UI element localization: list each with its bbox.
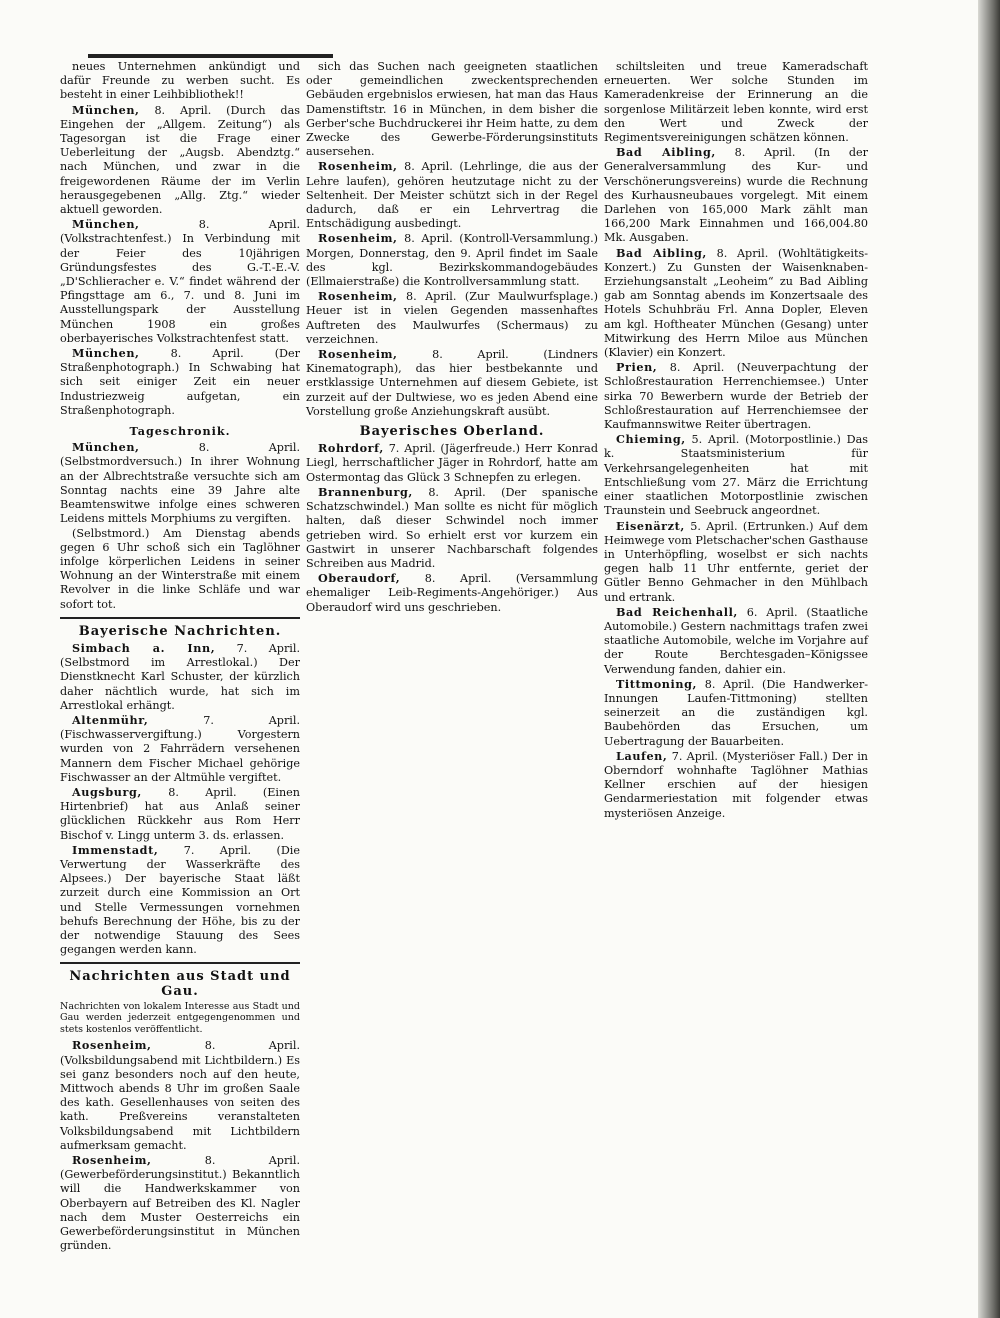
- dateline-place: Prien,: [616, 360, 658, 375]
- top-rule: [88, 54, 333, 58]
- news-item-text: 7. April. (Mysteriöser Fall.) Der in Oberndorf wohnhafte Taglöhner Mathias Kellner erschien auf der hiesigen Gendarmeriestation mit folgender etwas mysteriösen Anzeige.: [604, 749, 868, 820]
- dateline-place: Eisenärzt,: [616, 518, 685, 533]
- section-heading: Bayerische Nachrichten.: [78, 623, 282, 639]
- news-item: [306, 485, 598, 571]
- news-item-text: 8. April. (Durch das Eingehen der „Allgem. Zeitung“) als Tagesorgan ist die Frage einer Ueberleitung der „Augsb. Abendztg.“ nach München, und zwar in die freigewordenen Räume der im Verlin herausgegebenen „Allg. Ztg.“ wieder aktuell geworden.: [60, 103, 300, 217]
- paragraph: sich das Suchen nach geeigneten staatlichen oder gemeindlichen zweckentsprechenden Gebäuden ergebnislos erwiesen, hat man das Haus Damenstiftstr. 16 in München, in dem bisher die Gerber'sche Buchdruckerei ihr Heim hatte, zu dem Zwecke des Gewerbe-Förderungsinstituts ausersehen.: [306, 60, 598, 159]
- news-item-text: 8. April. (Neuverpachtung der Schloßrestauration Herrenchiemsee.) Unter sirka 70 Bewerbern wurde der Betrieb der Schloßrestauration auf Herrenchiemsee der Kaufmannswitwe Reiter übertragen.: [604, 361, 868, 432]
- paragraph: neues Unternehmen ankündigt und dafür Freunde zu werben sucht. Es besteht in einer Leihbibliothek!!: [60, 60, 300, 102]
- news-item: [306, 347, 598, 419]
- dateline-place: Tittmoning,: [616, 676, 698, 691]
- news-item-text: 5. April. (Ertrunken.) Auf dem Heimwege vom Pletschacher'schen Gasthause in Unterhöpfling, woselbst er sich nachts gegen halb 11 Uhr entfernte, geriet der Gütler Benno Gehmacher in den Mühlbach und ertrank.: [604, 519, 868, 604]
- news-item: [604, 605, 868, 677]
- news-item-text: 8. April. (Gewerbeförderungsinstitut.) Bekanntlich will die Handwerkskammer von Oberbayern auf Betreiben des Kl. Nagler nach dem Muster Oesterreichs ein Gewerbeförderungsinstitut in München gründen.: [60, 1153, 301, 1253]
- news-item: [60, 103, 300, 218]
- news-item-text: 8. April. (Einen Hirtenbrief) hat aus Anlaß seiner glücklichen Rückkehr aus Rom Herr Bischof v. Lingg unterm 3. ds. erlassen.: [60, 785, 300, 842]
- dateline-place: Bad Aibling,: [616, 145, 716, 160]
- dateline-place: Rosenheim,: [318, 159, 398, 174]
- paragraph: (Selbstmord.) Am Dienstag abends gegen 6 Uhr schoß sich ein Taglöhner infolge körperlichen Leidens in seiner Wohnung an der Winterstraße mit einem Revolver in die linke Schläfe und war sofort tot.: [60, 526, 300, 611]
- dateline-place: München,: [72, 217, 140, 232]
- news-item-text: 8. April. (Selbstmordversuch.) In ihrer Wohnung an der Albrechtstraße versuchte sich am Sonntag nachts eine 39 Jahre alte Beamtenswitwe infolge eines schweren Leidens mittels Morphiums zu vergiften.: [60, 441, 301, 526]
- news-item: [604, 360, 868, 432]
- news-item: [306, 441, 598, 485]
- news-item: [306, 571, 598, 615]
- news-item-text: 8. April. (Versammlung ehemaliger Leib-Regiments-Angehöriger.) Aus Oberaudorf wird uns geschrieben.: [306, 572, 599, 614]
- news-item-text: 8. April. (Lehrlinge, die aus der Lehre laufen), gehören heutzutage nicht zu der Seltenheit. Der Meister schützt sich in der Regel dadurch, daß er ein Lehrvertrag die Entschädigung ausbedingt.: [306, 160, 599, 231]
- news-item: [604, 145, 868, 245]
- news-item-text: 8. April. (Der spanische Schatzschwindel.) Man sollte es nicht für möglich halten, daß dieser Schwindel noch immer getrieben wird. So erhielt erst vor kurzem ein Gastwirt in unserer Nachbarschaft folgendes Schreiben aus Madrid.: [306, 485, 599, 570]
- news-item: [60, 641, 300, 713]
- news-item: [60, 713, 300, 785]
- news-item-text: 7. April. (Die Verwertung der Wasserkräfte des Alpsees.) Der bayerische Staat läßt zurzeit durch eine Kommission an Ort und Stelle Vermessungen vornehmen behufs Berechnung der Höhe, bis zu der der notwendige Stauung des Sees gegangen werden kann.: [60, 843, 300, 957]
- news-item: [60, 1038, 300, 1153]
- news-item: [306, 159, 598, 231]
- news-item: [604, 432, 868, 518]
- column-2: [306, 60, 598, 615]
- dateline-place: Rosenheim,: [318, 231, 398, 246]
- news-item: [60, 346, 300, 418]
- section-rule: [60, 617, 300, 619]
- news-item-text: 8. April. (In der Generalversammlung des Kur- und Verschönerungsvereins) wurde die Rechnung des Kurhausneubaues vorgelegt. Mit einem Darlehen von 165,000 Mark zählt man 166,200 Mark Einnahmen und 166,004.80 Mk. Ausgaben.: [604, 146, 868, 245]
- news-item: [60, 217, 300, 346]
- dateline-place: Rosenheim,: [72, 1152, 152, 1167]
- page-gutter-edge: [978, 0, 1000, 1318]
- news-item: [604, 519, 868, 605]
- dateline-place: Rohrdorf,: [318, 441, 384, 456]
- news-item: [604, 749, 868, 821]
- news-item-text: 8. April. (Volksbildungsabend mit Lichtbildern.) Es sei ganz besonders noch auf den heute, Mittwoch abends 8 Uhr im großen Saale des kath. Gesellenhauses von seiten des kath. Preßvereins veranstalteten Volksbildungsabend mit Lichtbildern aufmerksam gemacht.: [60, 1039, 301, 1152]
- dateline-place: Oberaudorf,: [318, 571, 401, 586]
- section-note: Nachrichten von lokalem Interesse aus Stadt und Gau werden jederzeit entgegengenommen und stets kostenlos veröffentlicht.: [60, 1000, 300, 1035]
- news-item-text: 7. April. (Fischwasservergiftung.) Vorgestern wurden von 2 Fahrrädern versehenen Mannern dem Fischer Michael gehörige Fischwasser an der Altmühle vergiftet.: [60, 713, 300, 784]
- column-3: [604, 60, 868, 821]
- section-heading: Nachrichten aus Stadt und Gau.: [69, 969, 291, 999]
- news-item-text: 6. April. (Staatliche Automobile.) Gestern nachmittags trafen zwei staatliche Automobile, welche im Vorjahre auf der Route Berchtesgaden–Königssee Verwendung fanden, dahier ein.: [604, 605, 868, 676]
- dateline-place: Laufen,: [616, 748, 668, 763]
- dateline-place: Immenstadt,: [72, 842, 159, 857]
- news-item-text: 7. April. (Jägerfreude.) Herr Konrad Liegl, herrschaftlicher Jäger in Rohrdorf, hatte am Ostermontag das Glück 3 Schnepfen zu erlegen.: [306, 442, 598, 484]
- dateline-place: München,: [72, 346, 140, 361]
- news-item: [306, 231, 598, 289]
- dateline-place: Bad Aibling,: [616, 245, 707, 260]
- news-item-text: 8. April. (Volkstrachtenfest.) In Verbindung mit der Feier des 10jährigen Gründungsfestes des G.-T.-E.-V. „D'Schlieracher e. V.“ findet während der Pfingsttage am 6., 7. und 8. Juni im Ausstellungspark der Ausstellung München 1908 ein großes oberbayerisches Volkstrachtenfest statt.: [60, 218, 301, 345]
- news-item-text: 5. April. (Motorpostlinie.) Das k. Staatsministerium für Verkehrsangelegenheiten hat mit Entschließung vom 27. März die Errichtung einer staatlichen Motorpostlinie zwischen Traunstein und Seebruck angeordnet.: [604, 433, 869, 518]
- dateline-place: Simbach a. Inn,: [72, 640, 216, 655]
- news-item: [604, 677, 868, 749]
- news-item-text: 8. April. (Der Straßenphotograph.) In Schwabing hat sich seit einiger Zeit ein neuer Industriezweig aufgetan, ein Straßenphotograph.: [60, 347, 300, 417]
- dateline-place: Brannenburg,: [318, 484, 413, 499]
- column-1: [60, 60, 300, 1253]
- news-item: [60, 1153, 300, 1253]
- paragraph: schiltsleiten und treue Kameradschaft erneuerten. Wer solche Stunden im Kameradenkreise der Erinnerung an die sorgenlose Militärzeit leben konnte, wird erst den Wert und Zweck der Regimentsvereinigungen schätzen können.: [604, 60, 868, 145]
- dateline-place: Rosenheim,: [318, 289, 398, 304]
- news-item: [306, 289, 598, 347]
- subsection-heading: Tageschronik.: [129, 424, 231, 439]
- news-item-text: 7. April. (Selbstmord im Arrestlokal.) Der Dienstknecht Karl Schuster, der kürzlich daher nächtlich wurde, hat sich im Arrestlokal erhängt.: [60, 641, 301, 712]
- news-item: [60, 843, 300, 958]
- news-item-text: 8. April. (Zur Maulwurfsplage.) Heuer ist in vielen Gegenden massenhaftes Auftreten des Maulwurfes (Schermaus) zu verzeichnen.: [306, 290, 598, 346]
- section-heading: Bayerisches Oberland.: [359, 424, 545, 440]
- dateline-place: Chieming,: [616, 432, 686, 447]
- dateline-place: Bad Reichenhall,: [616, 604, 738, 619]
- dateline-place: Rosenheim,: [72, 1038, 152, 1053]
- section-rule: [60, 962, 300, 964]
- dateline-place: Augsburg,: [72, 784, 142, 799]
- news-item-text: 8. April. (Die Handwerker-Innungen Laufen-Tittmoning) stellten seinerzeit an die zuständigen kgl. Baubehörden das Ersuchen, um Uebertragung der Bauarbeiten.: [604, 677, 869, 748]
- news-item: [60, 785, 300, 843]
- news-item: [60, 440, 300, 526]
- news-item-text: 8. April. (Kontroll-Versammlung.) Morgen, Donnerstag, den 9. April findet im Saale des kgl. Bezirkskommandogebäudes (Ellmaierstraße) die Kontrollversammlung statt.: [306, 232, 598, 289]
- dateline-place: München,: [72, 102, 140, 117]
- dateline-place: Rosenheim,: [318, 347, 398, 362]
- news-item-text: 8. April. (Lindners Kinematograph), das hier bestbekannte und erstklassige Unternehmen auf diesem Gebiete, ist zurzeit auf der Dultwiese, wo es jeden Abend eine Vorstellung große Anziehungskraft ausübt.: [306, 348, 598, 418]
- dateline-place: Altenmühr,: [72, 712, 149, 727]
- dateline-place: München,: [72, 440, 140, 455]
- news-item-text: 8. April. (Wohltätigkeits-Konzert.) Zu Gunsten der Waisenknaben-Erziehungsanstalt „Leoheim“ zu Bad Aibling gab am Sonntag abends im Konzertsaale des Hotels Schuhbräu Frl. Anna Dopler, Eleven am kgl. Hoftheater München (Gesang) unter Mitwirkung des Herrn Miloe aus München (Klavier) ein Konzert.: [604, 246, 868, 360]
- news-item: [604, 246, 868, 361]
